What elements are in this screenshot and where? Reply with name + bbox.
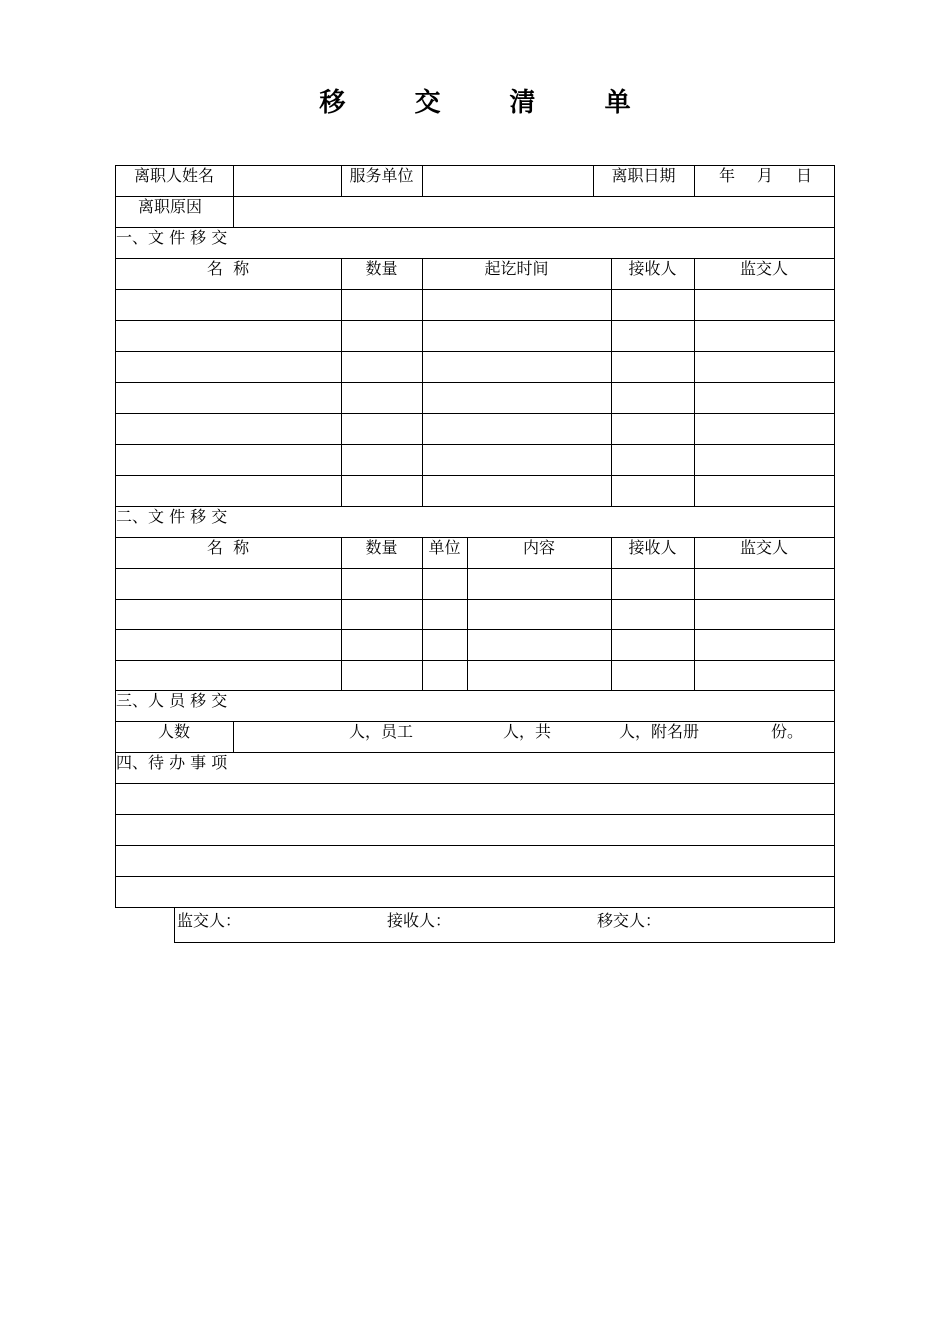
row-line bbox=[115, 320, 835, 321]
col-line bbox=[467, 537, 468, 690]
headcount-label: 人数 bbox=[157, 722, 190, 741]
row-line bbox=[115, 599, 835, 600]
name-label: 离职人姓名 bbox=[133, 166, 214, 185]
row-line bbox=[115, 382, 835, 383]
handover-form bbox=[115, 165, 835, 907]
col-line bbox=[694, 258, 695, 506]
section4-heading: 四、待 办 事 项 bbox=[116, 753, 228, 772]
col-header-supervisor: 监交人 bbox=[739, 259, 788, 278]
col-line bbox=[611, 537, 612, 690]
section2-heading: 二、文 件 移 交 bbox=[116, 507, 228, 526]
headcount-text-staff: 人，共 bbox=[503, 722, 552, 741]
col-line bbox=[341, 258, 342, 506]
col-line bbox=[422, 537, 423, 690]
col-line bbox=[611, 258, 612, 506]
col-header-period: 起讫时间 bbox=[484, 259, 549, 278]
reason-label: 离职原因 bbox=[138, 197, 203, 216]
unit-label: 服务单位 bbox=[349, 166, 414, 185]
section1-heading: 一、文 件 移 交 bbox=[116, 228, 228, 247]
section3-heading: 三、人 员 移 交 bbox=[116, 691, 228, 710]
col-line bbox=[694, 537, 695, 690]
col-line bbox=[233, 165, 234, 227]
row-line bbox=[115, 876, 835, 877]
day-label: 日 bbox=[796, 166, 813, 185]
col-line bbox=[422, 258, 423, 506]
month-label: 月 bbox=[757, 166, 774, 185]
col-header-content: 内容 bbox=[522, 538, 555, 557]
col-header-receiver: 接收人 bbox=[628, 538, 677, 557]
row-line bbox=[115, 783, 835, 784]
page-title: 移 交 清 单 bbox=[319, 88, 661, 118]
col-header-name: 名 称 bbox=[206, 259, 250, 278]
col-header-quantity: 数量 bbox=[365, 538, 398, 557]
headcount-text-copies: 份。 bbox=[771, 722, 804, 741]
row-line bbox=[115, 413, 835, 414]
row-line bbox=[115, 568, 835, 569]
supervisor-signature-label: 监交人： bbox=[177, 911, 242, 930]
signature-row bbox=[174, 907, 835, 943]
col-line bbox=[233, 721, 234, 752]
row-line bbox=[115, 814, 835, 815]
col-line bbox=[341, 537, 342, 690]
row-line bbox=[115, 660, 835, 661]
date-label: 离职日期 bbox=[611, 166, 676, 185]
col-header-quantity: 数量 bbox=[365, 259, 398, 278]
col-header-receiver: 接收人 bbox=[628, 259, 677, 278]
form-border-right bbox=[834, 165, 835, 907]
row-line bbox=[115, 629, 835, 630]
row-line bbox=[115, 351, 835, 352]
col-line bbox=[422, 165, 423, 196]
handover-signature-label: 移交人： bbox=[597, 911, 662, 930]
col-header-supervisor: 监交人 bbox=[739, 538, 788, 557]
headcount-text-roster: 人，附名册 bbox=[619, 722, 700, 741]
year-label: 年 bbox=[719, 166, 736, 185]
row-line bbox=[115, 289, 835, 290]
row-line bbox=[115, 845, 835, 846]
col-header-name: 名 称 bbox=[206, 538, 250, 557]
row-line bbox=[115, 196, 835, 197]
col-header-unit: 单位 bbox=[428, 538, 461, 557]
receiver-signature-label: 接收人： bbox=[387, 911, 452, 930]
col-line bbox=[694, 165, 695, 196]
row-line bbox=[115, 444, 835, 445]
row-line bbox=[115, 475, 835, 476]
headcount-text-people: 人，员工 bbox=[349, 722, 414, 741]
